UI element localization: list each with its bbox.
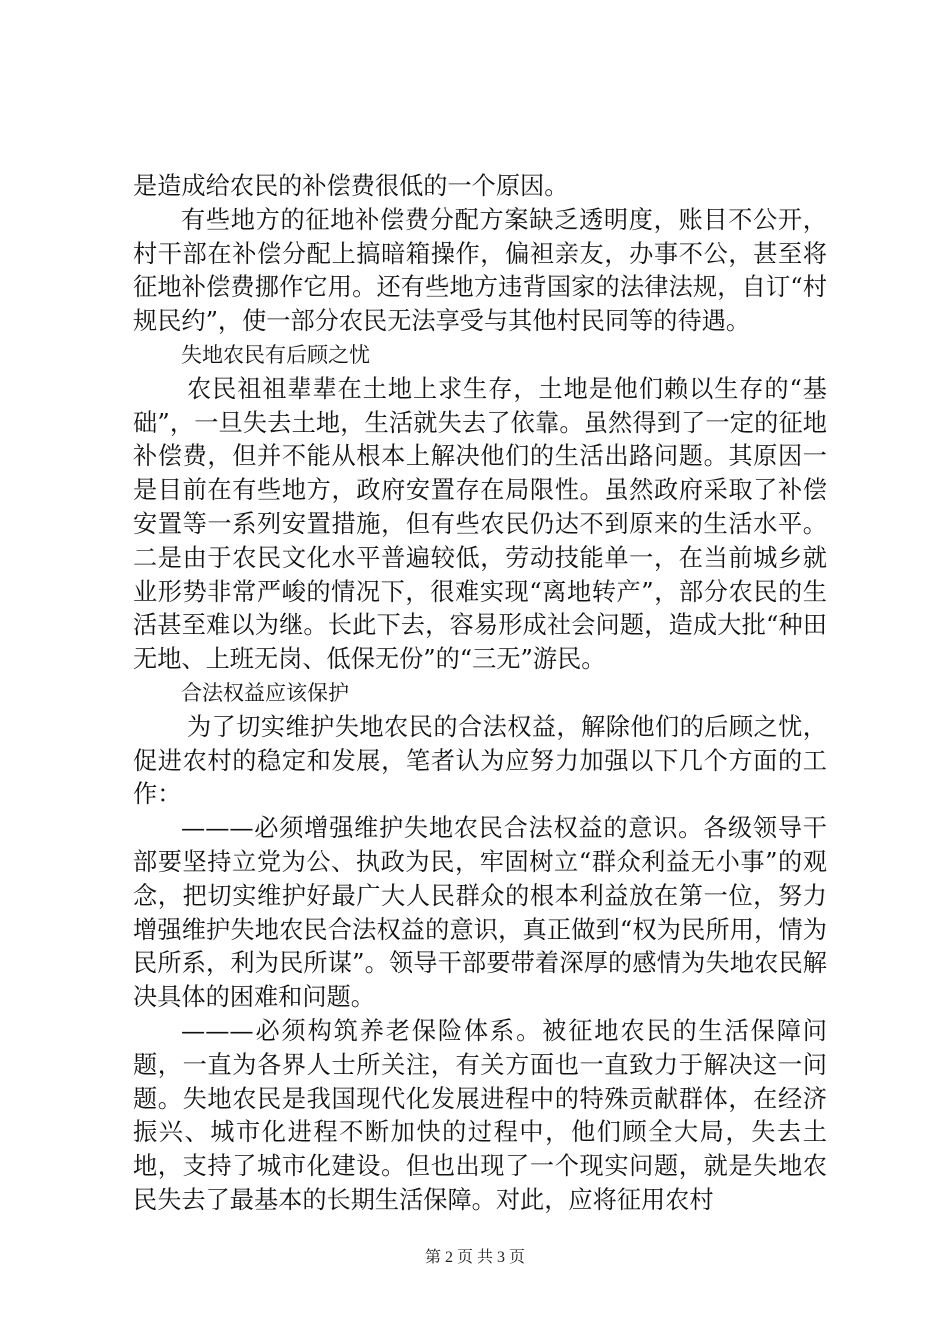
paragraph-measure-awareness: ———必须增强维护失地农民合法权益的意识。各级领导干部要坚持立党为公、执政为民，牢固树立“群众利益无小事”的观念，把切实维护好最广大人民群众的根本利益放在第一位，努力增强维护失地农民合法权益的意识，真正做到“权为民所用，情为民所系，利为民所谋”。领导干部要带着深厚的感情为失地农民解决具体的困难和问题。 [133,814,827,1012]
paragraph-measure-pension: ———必须构筑养老保险体系。被征地农民的生活保障问题，一直为各界人士所关注，有关方面也一直致力于解决这一问题。失地农民是我国现代化发展进程中的特殊贡献群体，在经济振兴、城市化进程不断加快的过程中，他们顾全大局，失去土地，支持了城市化建设。但也出现了一个现实问题，就是失地农民失去了最基本的长期生活保障。对此，应将征用农村 [133,1016,827,1214]
paragraph-land-livelihood: 农民祖祖辈辈在土地上求生存，土地是他们赖以生存的“基础”，一旦失去土地，生活就失去了依靠。虽然得到了一定的征地补偿费，但并不能从根本上解决他们的生活出路问题。其原因一是目前在有些地方，政府安置存在局限性。虽然政府采取了补偿安置等一系列安置措施，但有些农民仍达不到原来的生活水平。二是由于农民文化水平普遍较低，劳动技能单一，在当前城乡就业形势非常严峻的情况下，很难实现“离地转产”，部分农民的生活甚至难以为继。长此下去，容易形成社会问题，造成大批“种田无地、上班无岗、低保无份”的“三无”游民。 [133,374,827,674]
page-number-footer: 第 2 页 共 3 页 [424,1249,525,1266]
document-body [133,170,827,1218]
paragraph-continuation: 是造成给农民的补偿费很低的一个原因。 [133,172,569,200]
section-heading-rights: 合法权益应该保护 [181,680,349,705]
paragraph-compensation-transparency: 有些地方的征地补偿费分配方案缺乏透明度，账目不公开，村干部在补偿分配上搞暗箱操作，偏袒亲友，办事不公，甚至将征地补偿费挪作它用。还有些地方违背国家的法律法规，自订“村规民约”，使一部分农民无法享受与其他村民同等的待遇。 [133,205,827,336]
paragraph-intro-measures: 为了切实维护失地农民的合法权益，解除他们的后顾之忧，促进农村的稳定和发展，笔者认为应努力加强以下几个方面的工作： [133,712,827,809]
section-heading-worries: 失地农民有后顾之忧 [181,342,370,367]
